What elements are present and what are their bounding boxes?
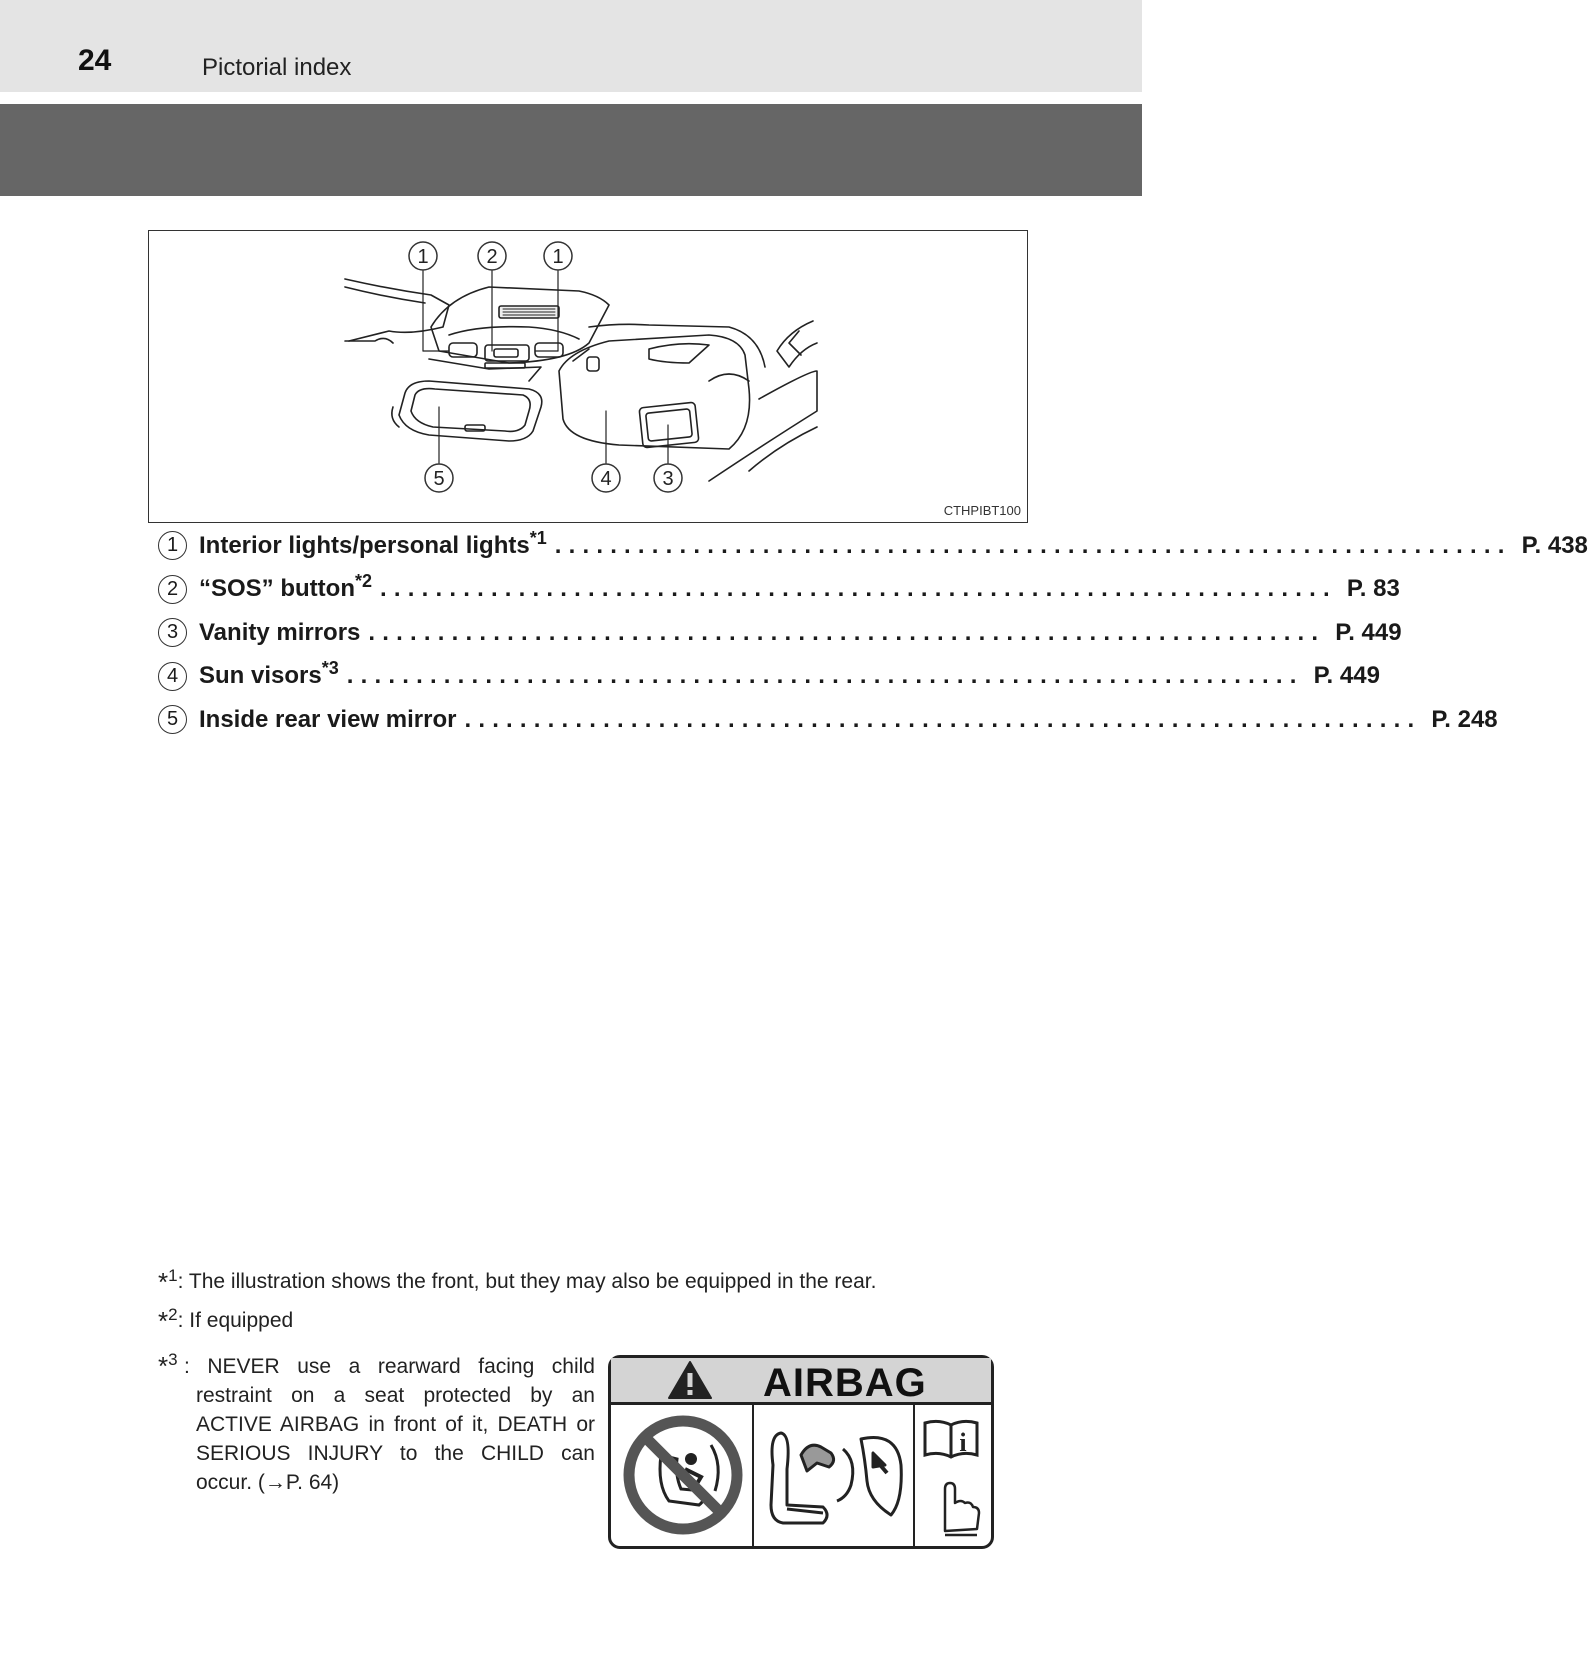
callout-2-text: 2: [486, 246, 498, 268]
page-reference[interactable]: P. 438: [1521, 531, 1588, 559]
dot-leader: .....................................................................: [464, 705, 1422, 733]
overhead-console-illustration: [149, 231, 1027, 522]
callout-1-left-text: 1: [417, 246, 429, 268]
item-number: 5: [158, 705, 187, 734]
callout-3-text: 3: [662, 468, 674, 490]
item-number: 2: [158, 575, 187, 604]
index-item-vanity-mirrors[interactable]: [158, 611, 1402, 655]
airbag-label-header: [611, 1358, 991, 1405]
section-title: Pictorial index: [202, 54, 352, 81]
page-reference[interactable]: P. 83: [1346, 575, 1400, 603]
no-rear-facing-child-seat-icon: [629, 1421, 737, 1529]
airbag-warning-label: [608, 1355, 994, 1549]
index-item-rear-view-mirror[interactable]: [158, 698, 1498, 742]
header-band: [0, 0, 1142, 92]
callout-1-right: [544, 242, 572, 270]
index-item-sos-button[interactable]: [158, 568, 1400, 612]
callout-2: [478, 242, 506, 270]
manual-info-icon: [925, 1421, 977, 1457]
index-list: [158, 524, 1588, 742]
dot-leader: .....................................................................: [346, 662, 1304, 690]
item-label: Vanity mirrors: [199, 618, 361, 646]
dot-leader: .....................................................................: [368, 618, 1326, 646]
callout-4: [592, 464, 620, 492]
callout-5: [425, 464, 453, 492]
warning-triangle-icon: [665, 1358, 715, 1402]
item-label: Inside rear view mirror: [199, 705, 457, 733]
finger-pointer-icon: [945, 1483, 979, 1535]
item-number: 3: [158, 618, 187, 647]
item-label: Sun visors$^{*3}$: [199, 658, 339, 690]
interior-illustration: [148, 230, 1028, 523]
index-item-interior-lights[interactable]: [158, 524, 1588, 568]
item-label: “SOS” button$^{*2}$: [199, 571, 372, 603]
svg-text:i: i: [959, 1428, 967, 1457]
callout-5-text: 5: [433, 468, 445, 490]
index-item-sun-visors[interactable]: [158, 655, 1380, 699]
figure-code: CTHPIBT100: [943, 503, 1021, 518]
footnote-ref: *2: [354, 571, 372, 592]
page-number: 24: [78, 44, 112, 77]
airbag-label-panels: [611, 1405, 991, 1546]
footnote-1: *$^1$: The illustration shows the front, but they may also be equipped in the rear.: [158, 1266, 877, 1297]
dot-leader: .....................................................................: [380, 575, 1337, 603]
callout-1-right-text: 1: [552, 246, 564, 268]
page-reference[interactable]: P. 449: [1335, 618, 1402, 646]
item-number: 1: [158, 531, 187, 560]
footnote-ref: *1: [529, 527, 547, 548]
item-label: Interior lights/personal lights$^{*1}$: [199, 527, 547, 559]
section-band: [0, 104, 1142, 196]
page-reference[interactable]: P. 449: [1313, 662, 1380, 690]
footnote-ref: *3: [321, 658, 339, 679]
airbag-deploy-seat-icon: [771, 1433, 901, 1523]
footnote-2: *$^2$: If equipped: [158, 1305, 294, 1336]
callout-4-text: 4: [600, 468, 612, 490]
callout-3: [654, 464, 682, 492]
dot-leader: .....................................................................: [554, 531, 1512, 559]
page-reference[interactable]: P. 248: [1431, 705, 1498, 733]
callout-1-left: [409, 242, 437, 270]
item-number: 4: [158, 662, 187, 691]
airbag-title: AIRBAG: [763, 1361, 927, 1405]
footnote-3-text: : NEVER use a rearward facing child restraint on a seat protected by an ACTIVE AIRBAG in front of it, DEATH or SERIOUS INJURY to the CHILD can occur. (→P. 64): [184, 1355, 595, 1494]
